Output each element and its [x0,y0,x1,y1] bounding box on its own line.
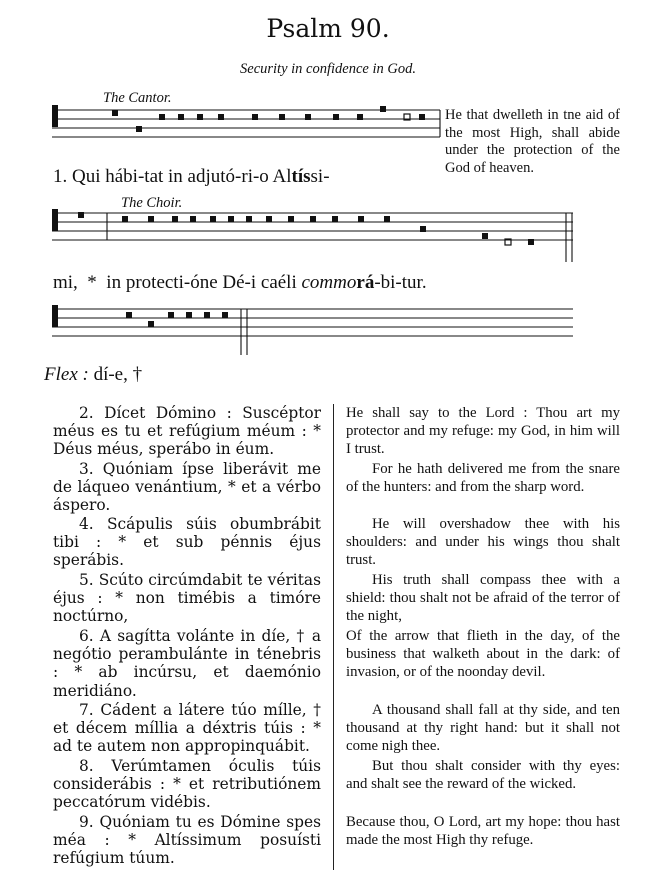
verse-english-2: He shall say to the Lord : Thou art my protector and my refuge: my God, in him will I trust. [346,405,620,458]
verse-latin-9: 9. Quóniam tu es Dómine spes méa : * Altíssimum posuísti refúgium túum. [53,813,321,868]
verse-latin-5: 5. Scúto circúmdabit te véritas éjus : * non timébis a timóre noctúrno, [53,571,321,626]
notes-staff-3 [126,312,228,327]
lyric-accent: rá [356,272,375,293]
verse-english-6: Of the arrow that flieth in the day, of the business that walketh about in the dark: of invasion, or of the noonday devil. [346,628,620,681]
intro-english: He that dwelleth in tne aid of the most High, shall abide under the protection of the God of heaven. [445,107,620,176]
chant-line-2 [53,272,427,294]
page-title: Psalm 90. [266,14,390,43]
verse-english-3: For he hath delivered me from the snare of the hunters: and from the sharp word. [346,461,620,496]
page-subtitle: Security in confidence in God. [240,61,416,77]
verse-latin-8: 8. Verúmtamen óculis túis considerábis : * et retributiónem peccatórum vidébis. [53,757,321,812]
verse-latin-7: 7. Cádent a látere túo mílle, † et décem míllia a déxtris túis : * ad te autem non appropinquábit. [53,701,321,756]
verse-number: 1. [53,166,68,187]
staff-1 [52,110,440,137]
lyric-text: Qui hábi-tat in adjutó-ri-o Al [67,166,292,187]
verse-latin-2: 2. Dícet Dómino : Suscéptor méus es tu et refúgium méum : * Déus méus, sperábo in éum. [53,404,321,459]
verse-english-4: He will overshadow thee with his shoulders: and under his wings thou shalt trust. [346,516,620,569]
verse-english-9: Because thou, O Lord, art my hope: thou hast made the most High thy refuge. [346,814,620,849]
lyric-italic: commo [301,272,357,293]
flex-line [44,364,142,386]
verse-english-7: A thousand shall fall at thy side, and ten thousand at thy right hand: but it shall not come nigh thee. [346,702,620,755]
verse-latin-4: 4. Scápulis súis obumbrábit tibi : * et sub pénnis éjus sperábis. [53,515,321,570]
verse-english-8: But thou shalt consider with thy eyes: and shalt see the reward of the wicked. [346,758,620,793]
verse-latin-3: 3. Quóniam ípse liberávit me de láqueo venántium, * et a vérbo áspero. [53,460,321,515]
flex-label: Flex : [44,364,89,385]
lyric-text: mi, * in protecti-óne Dé-i caéli [53,272,302,293]
flex-text: dí-e, † [88,364,143,385]
lyric-text: -bi-tur. [374,272,427,293]
verse-english-5: His truth shall compass thee with a shield: thou shalt not be afraid of the terror of the night, [346,572,620,625]
choir-label: The Choir. [121,195,183,211]
lyric-text: si- [310,166,330,187]
chant-line-1 [53,166,330,188]
column-divider [333,404,334,870]
lyric-accent: tís [291,166,311,187]
cantor-label: The Cantor. [103,90,172,106]
verse-latin-6: 6. A sagítta volánte in díe, † a negótio perambulánte in ténebris : * ab incúrsu, et daemónio meridiáno. [53,627,321,700]
